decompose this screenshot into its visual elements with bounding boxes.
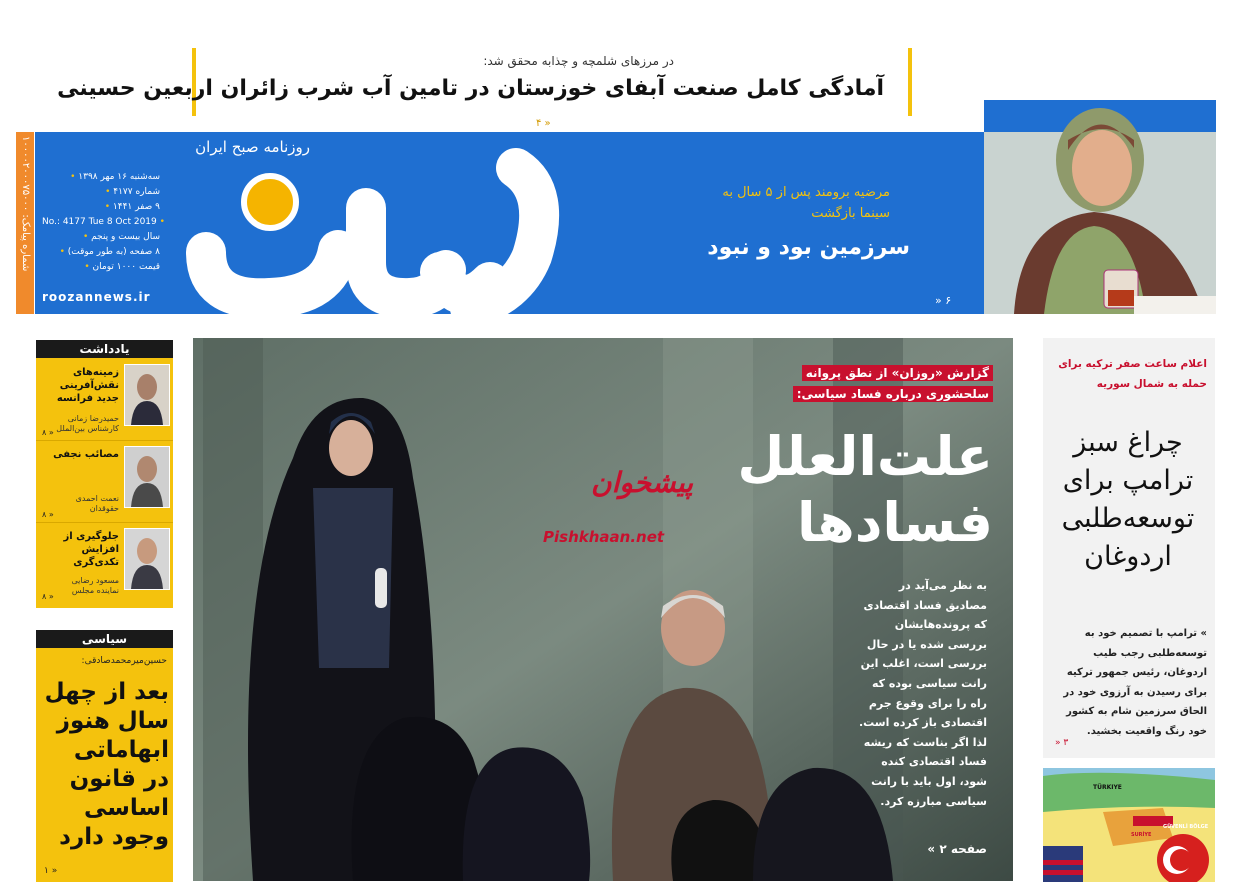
site-url[interactable]: roozannews.ir	[42, 290, 151, 304]
opinion-author: مسعود رضایی	[71, 576, 119, 585]
avatar-image	[125, 365, 169, 425]
map-image	[1043, 768, 1215, 882]
meta-issue: شماره ۴۱۷۷ •	[42, 185, 160, 200]
serial-strip	[16, 132, 34, 314]
main-headline[interactable]: علت‌العلل فسادها	[737, 425, 993, 554]
promo-photo	[984, 100, 1216, 314]
politics-header: سیاسی	[36, 630, 173, 648]
promo-title[interactable]: سرزمین بود و نبود	[707, 235, 910, 260]
meta-pages: ۸ صفحه (به طور موقت) •	[42, 245, 160, 260]
side-page-ref: » ۳	[1055, 738, 1069, 748]
main-story	[193, 338, 1013, 881]
meta-hijri: ۹ صفر ۱۴۴۱ •	[42, 200, 160, 215]
top-kicker: در مرزهای شلمچه و چذابه محقق شد:	[483, 54, 674, 68]
politics-headline[interactable]: بعد از چهل سال هنوز ابهاماتی در قانون اساسی وجود دارد	[44, 679, 169, 850]
opinion-header: یادداشت	[36, 340, 173, 358]
promo-kicker: مرضیه برومند پس از ۵ سال به سینما بازگشت	[722, 185, 890, 221]
opinion-role: حقوقدان	[89, 504, 119, 513]
opinion-item[interactable]	[36, 360, 173, 441]
main-page-ref[interactable]: صفحه ۲ »	[927, 842, 987, 856]
meta-english: No.: 4177 Tue 8 Oct 2019 •	[42, 215, 160, 230]
opinion-page: ۸ »	[42, 428, 54, 437]
portrait-image	[984, 100, 1216, 314]
politics-author: حسین‌میرمحمدصادقی:	[81, 656, 167, 666]
opinion-author: حمیدرضا زمانی	[67, 414, 119, 423]
side-story	[1043, 338, 1215, 758]
author-photo	[124, 446, 170, 508]
main-kicker	[753, 362, 993, 404]
opinion-title: مصائب نجفی	[53, 449, 119, 460]
map-label-city: SURİYE	[1131, 832, 1152, 838]
meta-price: قیمت ۱۰۰۰ تومان •	[42, 260, 160, 275]
author-photo	[124, 528, 170, 590]
side-body: » ترامپ با تصمیم خود به توسعه‌طلبی رجب طیب اردوغان، رئیس جمهور ترکیه برای رسیدن به آرزوی خود در الحاق سرزمین شام به کشور خود رنگ واقعیت بخشید.	[1063, 628, 1207, 737]
opinion-page: ۸ »	[42, 592, 54, 601]
opinion-role: کارشناس بین‌الملل	[56, 424, 119, 433]
logo	[170, 132, 580, 314]
opinion-item[interactable]	[36, 442, 173, 523]
promo-page-ref: » ۶	[935, 294, 952, 307]
opinion-role: نماینده مجلس	[71, 586, 119, 595]
opinion-author: نعمت احمدی	[75, 494, 119, 503]
avatar-image	[125, 529, 169, 589]
issue-meta	[42, 170, 160, 275]
main-kicker-text: گزارش «روزان» از نطق پروانه سلحشوری درباره فساد سیاسی:	[793, 365, 993, 402]
side-kicker: اعلام ساعت صفر ترکیه برای حمله به شمال سوریه	[1058, 358, 1207, 390]
avatar-image	[125, 447, 169, 507]
right-accent-bar	[908, 48, 912, 116]
author-photo	[124, 364, 170, 426]
top-headline-strip	[57, 48, 912, 118]
opinion-column	[36, 340, 173, 608]
politics-page: ۱ »	[44, 866, 58, 876]
top-headline[interactable]: آمادگی کامل صنعت آبفای خوزستان در تامین آب شرب زائران اربعین حسینی	[57, 76, 884, 101]
opinion-item[interactable]	[36, 524, 173, 604]
top-page-ref: ۴ »	[536, 118, 551, 129]
tagline: روزنامه صبح ایران	[195, 138, 310, 156]
watermark-logo: پیشخوان	[591, 466, 694, 499]
politics-column	[36, 630, 173, 882]
meta-date: سه‌شنبه ۱۶ مهر ۱۳۹۸ •	[42, 170, 160, 185]
opinion-title: جلوگیری از افزایش تکدی‌گری	[63, 531, 119, 568]
map-label-country: TÜRKIYE	[1093, 784, 1122, 791]
map-label-region: GÜVENLİ BÖLGE	[1163, 824, 1209, 830]
serial-number: شماره پیامک: ۱۰۰۰۰۲۰۰۰۷۵۰۰۰	[20, 136, 31, 272]
side-headline[interactable]: چراغ سبز ترامپ برای توسعه‌طلبی اردوغان	[1061, 427, 1195, 572]
opinion-title: زمینه‌های نقش‌آفرینی جدید فرانسه	[56, 367, 119, 404]
watermark-url: Pishkhaan.net	[543, 528, 665, 546]
main-body: به نظر می‌آید در مصادیق فساد اقتصادی که پرونده‌هایشان بررسی شده یا در حال بررسی است، اغلب این رانت سیاسی بوده که راه را برای وقوع جرم اقتصادی باز کرده است. لذا اگر بناست که ریشه فساد اقتصادی کنده شود، اول باید با رانت سیاسی مبارزه کرد.	[858, 579, 987, 808]
meta-year: سال بیست و پنجم •	[42, 230, 160, 245]
opinion-page: ۸ »	[42, 510, 54, 519]
